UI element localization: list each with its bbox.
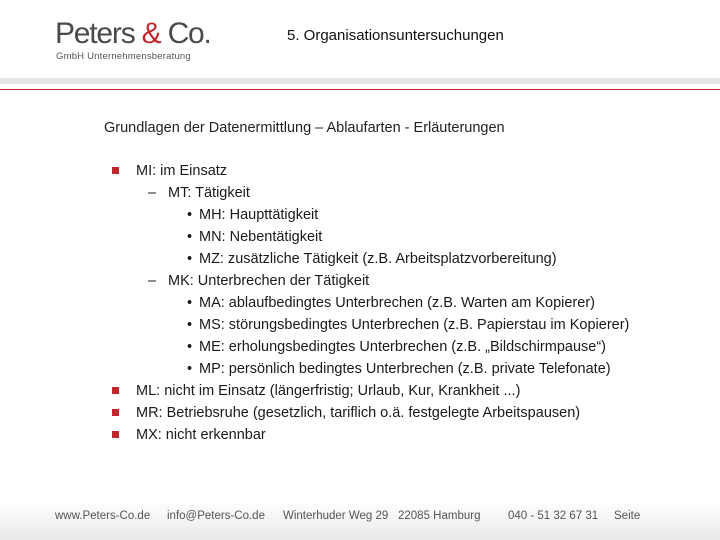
header-band [0, 78, 720, 84]
logo-subtitle: GmbH Unternehmensberatung [56, 51, 191, 62]
list-item-text: MK: Unterbrechen der Tätigkeit [168, 273, 370, 289]
footer-street: Winterhuder Weg 29 [283, 510, 389, 522]
bullet-dash-icon: – [148, 185, 157, 201]
bullet-square-icon [112, 159, 119, 181]
company-logo [55, 14, 211, 66]
slide-footer [0, 500, 720, 540]
list-item-text: MT: Tätigkeit [168, 185, 250, 201]
bullet-square-icon [112, 401, 119, 423]
slide-subtitle: Grundlagen der Datenermittlung – Ablaufarten - Erläuterungen [104, 120, 505, 136]
footer-page-label: Seite [614, 510, 641, 522]
slide-header [0, 0, 720, 78]
list-item-text: MP: persönlich bedingtes Unterbrechen (z.B. private Telefonate) [199, 361, 611, 377]
bullet-dot-icon: • [187, 207, 193, 223]
logo-ampersand: & [141, 17, 161, 50]
list-item-text: MS: störungsbedingtes Unterbrechen (z.B. Papierstau im Kopierer) [199, 317, 630, 333]
header-divider [0, 89, 720, 90]
list-item-text: MN: Nebentätigkeit [199, 229, 323, 245]
bullet-dot-icon: • [187, 361, 193, 377]
list-item-text: ME: erholungsbedingtes Unterbrechen (z.B. „Bildschirmpause“) [199, 339, 606, 355]
bullet-dot-icon: • [187, 339, 193, 355]
footer-phone: 040 - 51 32 67 31 [508, 510, 599, 522]
logo-wordmark [55, 14, 211, 54]
footer-city: 22085 Hamburg [398, 510, 481, 522]
list-item-text: MA: ablaufbedingtes Unterbrechen (z.B. Warten am Kopierer) [199, 295, 595, 311]
list-item-text: ML: nicht im Einsatz (längerfristig; Urlaub, Kur, Krankheit ...) [136, 383, 521, 399]
bullet-dot-icon: • [187, 229, 193, 245]
bullet-dot-icon: • [187, 251, 193, 267]
list-item-text: MZ: zusätzliche Tätigkeit (z.B. Arbeitsplatzvorbereitung) [199, 251, 557, 267]
footer-website-link[interactable]: www.Peters-Co.de [55, 510, 151, 522]
logo-word-peters: Peters [55, 17, 142, 50]
footer-email-link[interactable]: info@Peters-Co.de [167, 510, 265, 522]
bullet-dash-icon: – [148, 273, 157, 289]
bullet-dot-icon: • [187, 317, 193, 333]
bullet-dot-icon: • [187, 295, 193, 311]
list-item-text: MH: Haupttätigkeit [199, 207, 319, 223]
logo-word-co: Co. [160, 17, 211, 50]
list-item-text: MI: im Einsatz [136, 163, 228, 179]
bullet-square-icon [112, 423, 119, 445]
list-item-text: MX: nicht erkennbar [136, 427, 266, 443]
list-item-text: MR: Betriebsruhe (gesetzlich, tariflich o.ä. festgelegte Arbeitspausen) [136, 405, 581, 421]
bullet-square-icon [112, 379, 119, 401]
slide-title: 5. Organisationsuntersuchungen [287, 27, 504, 44]
